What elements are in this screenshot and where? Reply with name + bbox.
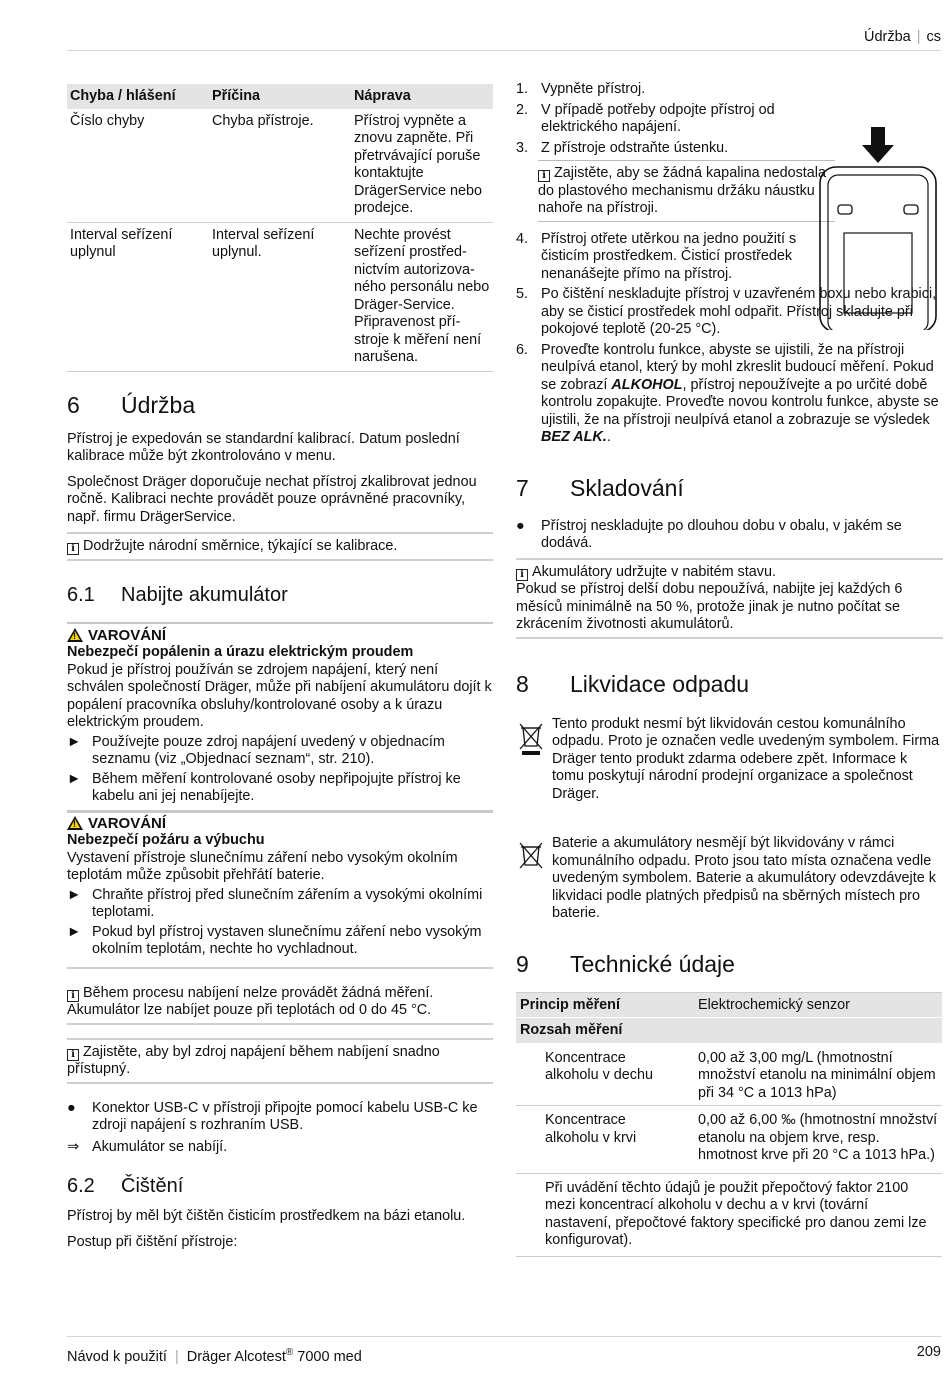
- list-item: ► Pokud byl přístroj vystaven slunečnímu záření nebo vysokým okolním teplotám, nechte ho vychladnout.: [67, 923, 482, 957]
- arrow-bullet-icon: ►: [67, 886, 82, 903]
- cleaning-steps: [516, 81, 816, 157]
- table-row: [516, 992, 942, 1018]
- crossed-bin-icon: [518, 722, 544, 756]
- breath-label: Koncentrace alkoholu v dechu: [545, 1049, 654, 1083]
- table-row: [67, 109, 493, 223]
- cell-cause: Chyba přístroje.: [209, 109, 351, 223]
- breath-value: 0,00 až 3,00 mg/L (hmotnostní množství etanolu na minimální objem při 34 °C a 1013 hPa): [698, 1049, 936, 1101]
- s6-paragraph-1: Přístroj je expedován se standardní kalibrací. Datum poslední kalibrace může být zkontrolováno v menu.: [67, 430, 460, 464]
- header-rule: [67, 50, 941, 51]
- s7-info-note: i Akumulátory udržujte v nabitém stavu. Pokud se přístroj delší dobu nepoužívá, nabijte jej každých 6 měsíců minimálně na 50 %, protože jinak je nutno počítat se zkrácením životnosti akumulátorů.: [516, 558, 943, 639]
- col-header-remedy: Náprava: [351, 84, 493, 109]
- result-arrow-icon: ⇒: [67, 1138, 80, 1155]
- footer-rule: [67, 1336, 941, 1337]
- cell-cause: Interval seřízení uplynul.: [209, 222, 351, 371]
- list-item: 3. Z přístroje odstraňte ústenku.: [516, 139, 729, 156]
- section-7-title: 7 Skladování: [516, 474, 684, 501]
- page-footer: Návod k použití | Dräger Alcotest® 7000 med: [67, 1347, 362, 1365]
- warning-icon: [67, 816, 83, 830]
- footer-product: Dräger Alcotest: [186, 1348, 286, 1365]
- s62-paragraph-1: Přístroj by měl být čištěn čisticím prostředkem na bázi etanolu.: [67, 1208, 466, 1224]
- section-8-title: 8 Likvidace odpadu: [516, 670, 750, 697]
- arrow-down-icon: [862, 127, 894, 163]
- s62-info-note: i Zajistěte, aby se žádná kapalina nedostala do plastového mechanismu držáku náustku nahoře na přístroji.: [538, 160, 835, 222]
- list-item: 2. V případě potřeby odpojte přístroj od elektrického napájení.: [516, 101, 775, 135]
- warning-1-text: Pokud je přístroj používán se zdrojem napájení, který není schválen společností Dräger, může při nabíjení akumulátoru dojít k popálení pracovníka obsluhy/kontrolované osoby a k úrazu elektrickým proudem.: [67, 661, 492, 730]
- bullet-icon: ●: [516, 517, 525, 534]
- bullet-icon: ●: [67, 1099, 76, 1116]
- footer-doc: Návod k použití: [67, 1348, 167, 1365]
- page-number: 209: [916, 1344, 941, 1360]
- arrow-bullet-icon: ►: [67, 733, 82, 750]
- info-icon: i: [67, 543, 79, 555]
- error-table: [67, 84, 493, 372]
- table-row: [67, 222, 493, 371]
- info-icon: i: [67, 990, 79, 1002]
- list-item: ● Přístroj neskladujte po dlouhou dobu v obalu, v jakém se dodává.: [516, 517, 902, 551]
- blood-label: Koncentrace alkoholu v krvi: [545, 1112, 637, 1146]
- list-item: ⇒ Akumulátor se nabíjí.: [67, 1138, 228, 1155]
- cell-remedy: Přístroj vypněte a znovu zapněte. Při přetrvávající poruše kontaktujte DrägerService nebo prodejce.: [351, 109, 493, 223]
- s62-paragraph-2: Postup při čištění přístroje:: [67, 1233, 238, 1250]
- col-header-error: Chyba / hlášení: [67, 84, 209, 109]
- list-item: 1. Vypněte přístroj.: [516, 81, 646, 97]
- list-item: 4. Přístroj otřete utěrkou na jedno použití s čisticím prostředkem. Čisticí prostředek nenanášejte přímo na přístroj.: [516, 230, 797, 282]
- header-lang: cs: [926, 29, 941, 45]
- col-header-cause: Příčina: [209, 84, 351, 109]
- table-row: [516, 1018, 942, 1043]
- device-illustration: [816, 125, 942, 330]
- list-item: 6. Proveďte kontrolu funkce, abyste se ujistili, že na přístroji neulpívá etanol, který by mohl zkreslit budoucí měření. Pokud se zobrazí ALKOHOL, přístroj nepoužívejte a po určité době kontrolu zopakujte. Proveďte novou kontrolu funkce, abyste se ujistili, že na přístroji neulpívá etanol a zobrazuje se výsledek BEZ ALK..: [516, 341, 939, 445]
- section-6-title: 6 Údržba: [67, 391, 196, 418]
- warning-box-1: !VAROVÁNÍ Nebezpečí popálenin a úrazu elektrickým proudem Pokud je přístroj používán se zdrojem napájení, který není schválen společností Dräger, může při nabíjení akumulátoru dojít k popálení pracovníka obsluhy/kontrolované osoby a k úrazu elektrickým proudem. ► Používejte pouze zdroj napájení uvedený v objednacím seznamu (viz „Objednací seznam“, str. 210). ► Během měření kontrolované osoby nepřipojujte přístroj ke kabelu ani jej nenabíjejte.: [67, 622, 493, 806]
- info-icon: i: [67, 1049, 79, 1061]
- table-row: [516, 1043, 942, 1106]
- cell-remedy: Nechte provést seřízení prostřed-nictvím autorizova-ného personálu nebo Dräger-Service. Připravenost pří-stroje k měření není narušena.: [351, 222, 493, 371]
- arrow-bullet-icon: ►: [67, 770, 82, 787]
- s61-info-note-2: i Zajistěte, aby byl zdroj napájení během nabíjení snadno přístupný.: [67, 1038, 493, 1084]
- disposal-batteries: Baterie a akumulátory nesmějí být likvidovány v rámci komunálního odpadu. Proto jsou tato místa označena vedle uvedeným symbolem. Baterie a akumulátory odevzdávejte k likvidaci podle platných předpisů na sběrných místech pro baterie.: [516, 835, 943, 923]
- blood-value: 0,00 až 6,00 ‰ (hmotnostní množství etanolu na objem krve, resp. hmotnost krve při 20 °C a 1013 hPa.): [698, 1112, 938, 1163]
- section-6-1-title: 6.1 Nabijte akumulátor: [67, 583, 288, 606]
- principle-label: Princip měření: [520, 996, 620, 1013]
- s61-info-note-1: i Během procesu nabíjení nelze provádět žádná měření. Akumulátor lze nabíjet pouze při teplotách od 0 do 45 °C.: [67, 981, 493, 1025]
- tech-footnote: Při uvádění těchto údajů je použit přepočtový faktor 2100 mezi koncentrací alkoholu v dechu a v krvi (tovární nastavení, přepočtové faktory specifické pro danou zemi lze konfigurovat).: [545, 1179, 927, 1248]
- info-icon: i: [538, 170, 550, 182]
- table-row: [516, 1106, 942, 1174]
- warning-box-2: !VAROVÁNÍ Nebezpečí požáru a výbuchu Vystavení přístroje slunečnímu záření nebo vysokým okolním teplotám může způsobit přehřátí baterie. ► Chraňte přístroj před slunečním zářením a vysokými okolními teplotami. ► Pokud byl přístroj vystaven slunečnímu záření nebo vysokým okolním teplotám, nechte ho vychladnout.: [67, 810, 493, 959]
- disposal-product: Tento produkt nesmí být likvidován cestou komunálního odpadu. Proto je označen vedle uvedeným symbolem. Firma Dräger tento produkt zdarma odebere zpět. Informace k tomu poskytují národní prodejní organizace a společnost Dräger.: [516, 716, 943, 804]
- separator: [67, 967, 493, 981]
- list-item: 5. Po čištění neskladujte přístroj v uzavřeném boxu nebo krabici, aby se čisticí prostředek mohl odpařit. Přístroj skladujte při pokojové teplotě (20-25 °C).: [516, 286, 937, 337]
- section-9-title: 9 Technické údaje: [516, 950, 735, 977]
- arrow-bullet-icon: ►: [67, 923, 82, 940]
- list-item: ► Během měření kontrolované osoby nepřipojujte přístroj ke kabelu ani jej nenabíjejte.: [67, 770, 461, 804]
- cell-error: Interval seřízení uplynul: [67, 222, 209, 371]
- info-icon: i: [516, 569, 528, 581]
- table-row: [516, 1173, 942, 1256]
- warning-2-text: Vystavení přístroje slunečnímu záření nebo vysokým okolním teplotám může způsobit přehřátí baterie.: [67, 849, 458, 883]
- list-item: ► Chraňte přístroj před slunečním zářením a vysokými okolními teplotami.: [67, 886, 483, 920]
- list-item: ● Konektor USB-C v přístroji připojte pomocí kabelu USB-C ke zdroji napájení s rozhraním USB.: [67, 1099, 478, 1133]
- range-label: Rozsah měření: [520, 1022, 623, 1038]
- warning-2-heading: Nebezpečí požáru a výbuchu: [67, 832, 265, 848]
- s6-paragraph-2: Společnost Dräger doporučuje nechat přístroj zkalibrovat jednou ročně. Kalibraci nechte provádět pouze oprávněné pracovníky, např. firmu DrägerService.: [67, 473, 477, 525]
- warning-icon: [67, 628, 83, 642]
- warning-1-heading: Nebezpečí popálenin a úrazu elektrickým proudem: [67, 644, 414, 660]
- tech-table: [516, 992, 942, 1257]
- left-column: [67, 84, 493, 1251]
- header-section: Údržba: [863, 29, 911, 45]
- section-6-2-title: 6.2 Čištění: [67, 1175, 184, 1197]
- s6-info-note: i Dodržujte národní směrnice, týkající se kalibrace.: [67, 532, 493, 561]
- principle-value: Elektrochemický senzor: [698, 996, 850, 1013]
- crossed-bin-icon: [518, 841, 544, 869]
- list-item: ► Používejte pouze zdroj napájení uvedený v objednacím seznamu (viz „Objednací seznam“, str. 210).: [67, 733, 445, 767]
- cell-error: Číslo chyby: [67, 109, 209, 223]
- page-header: Údržba | cs: [863, 29, 941, 45]
